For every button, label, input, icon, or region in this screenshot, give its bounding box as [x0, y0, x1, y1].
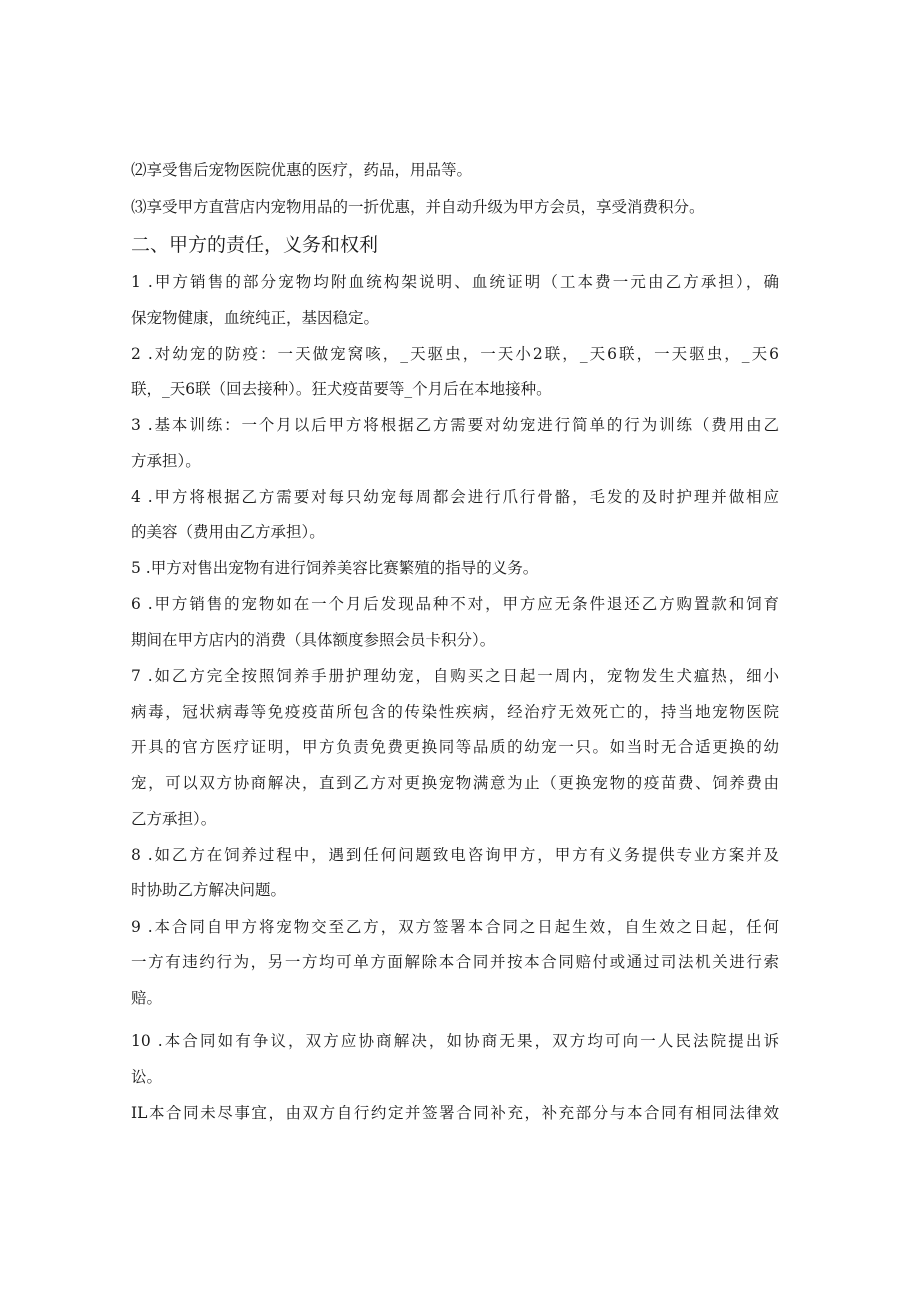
clause-line: IL本合同未尽事宜，由双方自行约定并签署合同补充，补充部分与本合同有相同法律效 [131, 1104, 779, 1122]
benefit-item-2: ⑵享受售后宠物医院优惠的医疗，药品，用品等。 [131, 161, 473, 179]
clause-line: 5 .甲方对售出宠物有进行饲养美容比赛繁殖的指导的义务。 [131, 559, 539, 577]
clause-line: 联，_天6联（回去接种）。狂犬疫苗要等_个月后在本地接种。 [131, 380, 552, 398]
clause-line: 病毒，冠状病毒等免疫疫苗所包含的传染性疾病，经治疗无效死亡的，持当地宠物医院 [131, 703, 779, 721]
clause-line: 8 .如乙方在饲养过程中，遇到任何问题致电咨询甲方，甲方有义务提供专业方案并及 [131, 846, 779, 864]
clause-line: 1 .甲方销售的部分宠物均附血统构架说明、血统证明（工本费一元由乙方承担），确 [131, 273, 779, 291]
clause-line: 方承担）。 [131, 452, 201, 470]
clause-line: 保宠物健康，血统纯正，基因稳定。 [131, 309, 380, 327]
clause-line: 2 .对幼宠的防疫：一天做宠窝咳，_天驱虫，一天小2联，_天6联，一天驱虫，_天6 [131, 345, 779, 363]
clause-line: 时协助乙方解决问题。 [131, 881, 287, 899]
clause-line: 4 .甲方将根据乙方需要对每只幼宠每周都会进行爪行骨骼，毛发的及时护理并做相应 [131, 488, 779, 506]
clause-line: 一方有违约行为，另一方均可单方面解除本合同并按本合同赔付或通过司法机关进行索 [131, 953, 779, 971]
clause-line: 宠，可以双方协商解决，直到乙方对更换宠物满意为止（更换宠物的疫苗费、饲养费由 [131, 774, 779, 792]
clause-line: 7 .如乙方完全按照饲养手册护理幼宠，自购买之日起一周内，宠物发生犬瘟热，细小 [131, 667, 779, 685]
clause-line: 10 .本合同如有争议，双方应协商解决，如协商无果，双方均可向一人民法院提出诉 [131, 1032, 779, 1050]
clause-line: 乙方承担）。 [131, 810, 217, 828]
clause-line: 的美容（费用由乙方承担）。 [131, 523, 325, 541]
clause-line: 3 .基本训练：一个月以后甲方将根据乙方需要对幼宠进行简单的行为训练（费用由乙 [131, 416, 779, 434]
clause-line: 9 .本合同自甲方将宠物交至乙方，双方签署本合同之日起生效，自生效之日起，任何 [131, 918, 779, 936]
clause-line: 期间在甲方店内的消费（具体额度参照会员卡积分）。 [131, 631, 496, 649]
clause-line: 赔。 [131, 989, 163, 1007]
clause-line: 6 .甲方销售的宠物如在一个月后发现品种不对，甲方应无条件退还乙方购置款和饲育 [131, 595, 779, 613]
section-heading: 二、甲方的责任，义务和权利 [131, 234, 379, 256]
clause-line: 开具的官方医疗证明，甲方负责免费更换同等品质的幼宠一只。如当时无合适更换的幼 [131, 738, 779, 756]
benefit-item-3: ⑶享受甲方直营店内宠物用品的一折优惠，并自动升级为甲方会员，享受消费积分。 [131, 198, 705, 216]
clause-line: 讼。 [131, 1068, 163, 1086]
